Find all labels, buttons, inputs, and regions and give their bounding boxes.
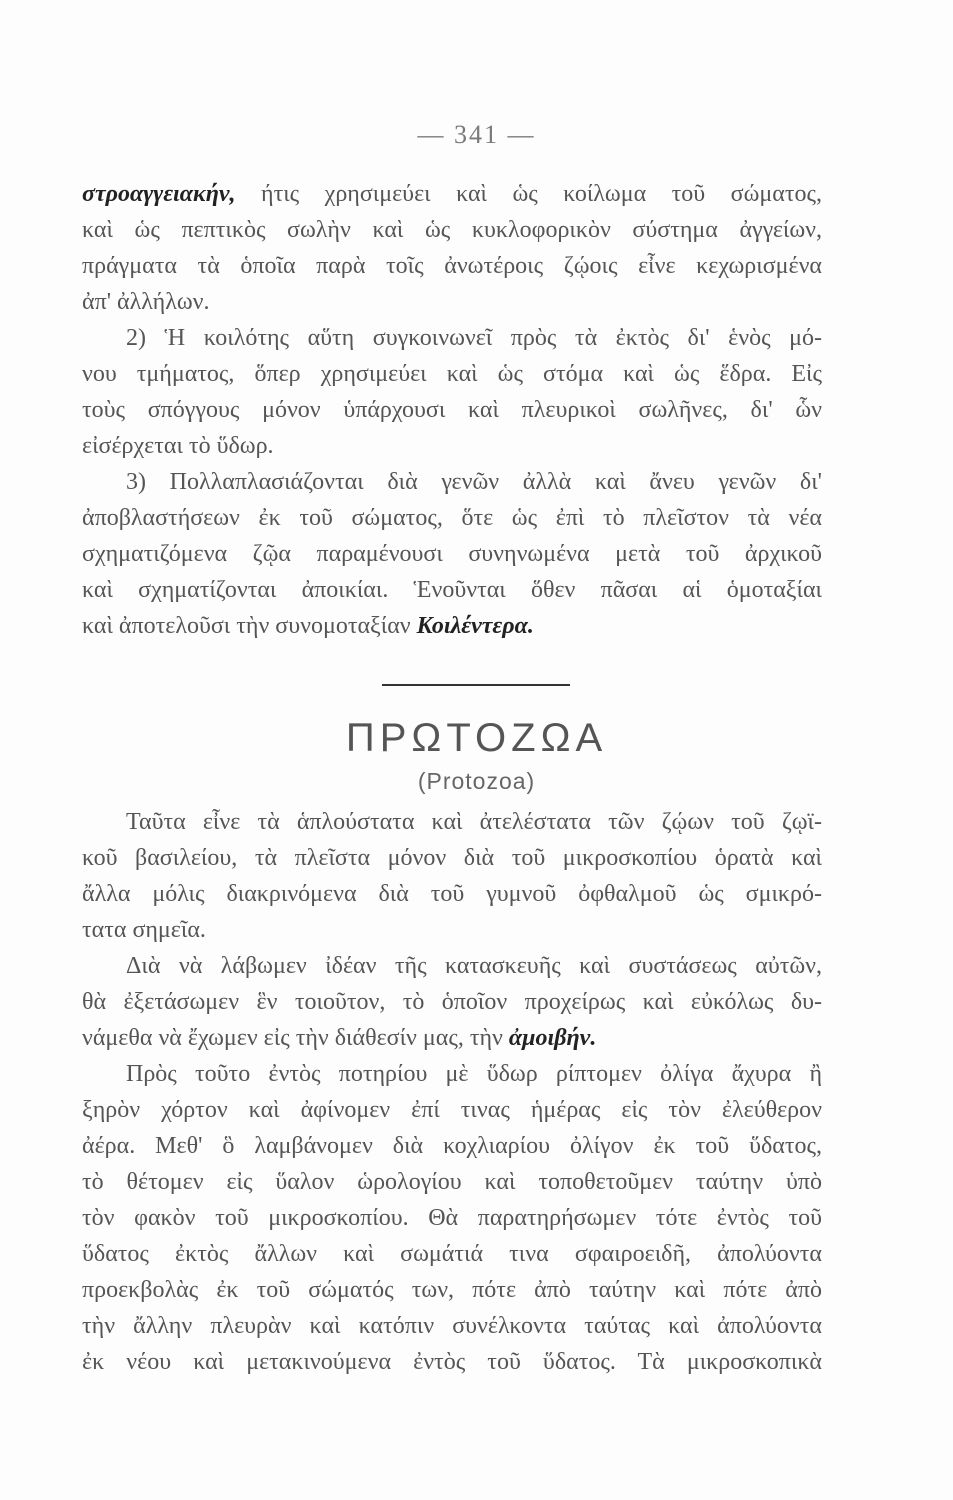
text-line: ἀποβλαστήσεων ἐκ τοῦ σώματος, ὅτε ὡς ἐπὶ τὸ πλεῖστον τὰ νέα <box>82 505 822 531</box>
text-line: καὶ σχηματίζονται ἀποικίαι. Ἑνοῦνται ὅθεν πᾶσαι αἱ ὁμοταξίαι <box>82 577 822 603</box>
text-line: νου τμήματος, ὅπερ χρησιμεύει καὶ ὡς στόμα καὶ ὡς ἕδρα. Εἰς <box>82 361 822 387</box>
text-line: τατα σημεῖα. <box>82 917 206 943</box>
top-text-block <box>82 176 822 644</box>
page-number: — 341 — <box>417 120 536 149</box>
section-subtitle: (Protozoa) <box>417 768 536 794</box>
text-line: ἀέρα. Μεθ' ὃ λαμβάνομεν διὰ κοχλιαρίου ὀλίγον ἐκ τοῦ ὕδατος, <box>82 1133 822 1159</box>
text-line: 3) Πολλαπλασιάζονται διὰ γενῶν ἀλλὰ καὶ ἄνευ γενῶν δι' <box>126 469 822 495</box>
text-line: 2) Ἡ κοιλότης αὕτη συγκοινωνεῖ πρὸς τὰ ἐκτὸς δι' ἑνὸς μό- <box>126 325 822 351</box>
text-line: τὸν φακὸν τοῦ μικροσκοπίου. Θὰ παρατηρήσωμεν τότε ἐντὸς τοῦ <box>82 1205 822 1231</box>
text-line: ξηρὸν χόρτον καὶ ἀφίνομεν ἐπί τινας ἡμέρας εἰς τὸν ἐλεύθερον <box>82 1097 822 1123</box>
text-span: καὶ ἀποτελοῦσι τὴν συνομοταξίαν <box>82 613 417 639</box>
text-line: Ταῦτα εἶνε τὰ ἁπλούστατα καὶ ἀτελέστατα τῶν ζῴων τοῦ ζῳϊ- <box>126 809 822 835</box>
bottom-text-block <box>82 804 822 1380</box>
text-line: πράγματα τὰ ὁποῖα παρὰ τοῖς ἀνωτέροις ζῴοις εἶνε κεχωρισμένα <box>82 253 822 279</box>
text-line: τὴν ἄλλην πλευρὰν καὶ κατόπιν συνέλκοντα ταύτας καὶ ἀπολύοντα <box>82 1313 822 1339</box>
text-line: τοὺς σπόγγους μόνον ὑπάρχουσι καὶ πλευρικοὶ σωλῆνες, δι' ὧν <box>82 397 822 423</box>
section-title: ΠΡΩΤΟΖΩΑ <box>345 716 608 760</box>
text-line: προεκβολὰς ἐκ τοῦ σώματός των, πότε ἀπὸ ταύτην καὶ πότε ἀπὸ <box>82 1277 822 1303</box>
text-line: ἄλλα μόλις διακρινόμενα διὰ τοῦ γυμνοῦ ὀφθαλμοῦ ὡς σμικρό- <box>82 881 822 907</box>
text-line: Διὰ νὰ λάβωμεν ἰδέαν τῆς κατασκευῆς καὶ συστάσεως αὐτῶν, <box>126 953 822 979</box>
text-line <box>82 1020 822 1056</box>
text-line: ὕδατος ἐκτὸς ἄλλων καὶ σωμάτιά τινα σφαιροειδῆ, ἀπολύοντα <box>82 1241 822 1267</box>
text-line: καὶ ὡς πεπτικὸς σωλὴν καὶ ὡς κυκλοφορικὸν σύστημα ἀγγείων, <box>82 217 822 243</box>
text-line: σχηματιζόμενα ζῷα παραμένουσι συνηνωμένα μετὰ τοῦ ἀρχικοῦ <box>82 541 822 567</box>
text-line: κοῦ βασιλείου, τὰ πλεῖστα μόνον διὰ τοῦ μικροσκοπίου ὁρατὰ καὶ <box>82 845 822 871</box>
emphasized-term: στροαγγειακήν, <box>82 181 236 207</box>
text-line <box>82 176 822 212</box>
text-line: ἐκ νέου καὶ μετακινούμενα ἐντὸς τοῦ ὕδατος. Τὰ μικροσκοπικὰ <box>82 1349 822 1375</box>
text-line: ἀπ' ἀλλήλων. <box>82 289 210 315</box>
text-span: ήτις χρησιμεύει καὶ ὡς κοίλωμα τοῦ σώματος, <box>235 181 822 207</box>
emphasized-term: Κοιλέντερα. <box>416 613 534 639</box>
emphasized-term: ἀμοιβήν. <box>508 1025 597 1051</box>
text-line: τὸ θέτομεν εἰς ὕαλον ὡρολογίου καὶ τοποθετοῦμεν ταύτην ὑπὸ <box>82 1169 822 1195</box>
text-line <box>82 608 822 644</box>
text-span: νάμεθα νὰ ἔχωμεν εἰς τὴν διάθεσίν μας, τὴν <box>82 1025 509 1051</box>
text-line: θὰ ἐξετάσωμεν ἓν τοιοῦτον, τὸ ὁποῖον προχείρως καὶ εὐκόλως δυ- <box>82 989 822 1015</box>
text-line: Πρὸς τοῦτο ἐντὸς ποτηρίου μὲ ὕδωρ ρίπτομεν ὀλίγα ἄχυρα ἢ <box>126 1061 822 1087</box>
section-divider <box>382 684 570 686</box>
text-line: εἰσέρχεται τὸ ὕδωρ. <box>82 433 274 459</box>
